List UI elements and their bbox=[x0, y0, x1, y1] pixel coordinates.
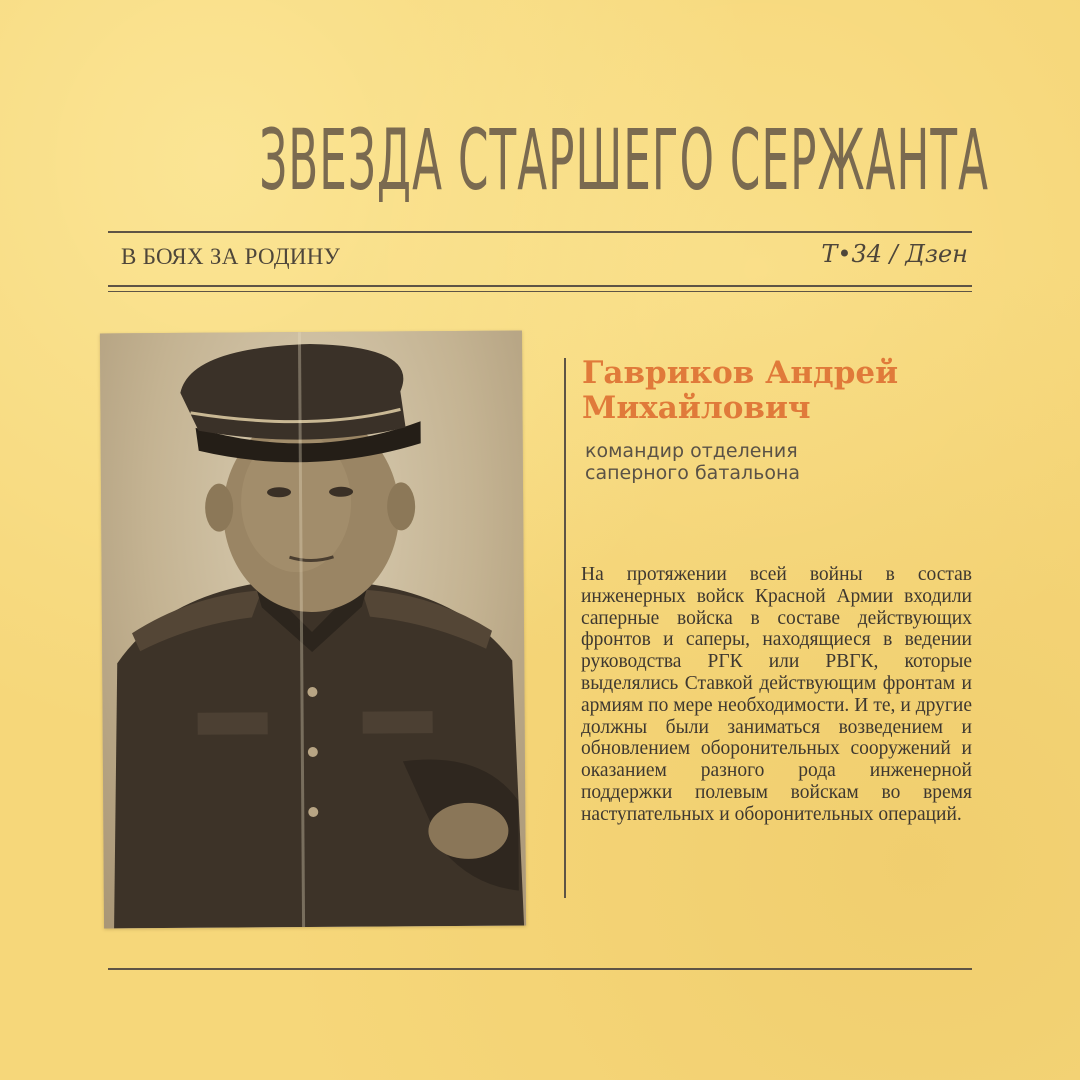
article-text: На протяжении всей войны в состав инженерных войск Красной Армии входили саперные войска в составе действующих фронтов и саперы, находящиеся в ведении руководства РГК или РВГК, которые выделялись Ставкой действующим фронтам и армиям по мере необходимости. И те, и другие должны были заниматься возведением и обновлением оборонительных сооружений и оказанием разного рода инженерной поддержки полевым войскам во время наступательных и оборонительных операций. bbox=[581, 564, 972, 825]
footer-rule bbox=[108, 968, 972, 970]
page-title: ЗВЕЗДА СТАРШЕГО СЕРЖАНТА bbox=[259, 111, 990, 209]
source-signature: Т•34 / Дзен bbox=[821, 240, 968, 268]
person-name-line2: Михайлович bbox=[582, 390, 811, 426]
header-bottom-thin-rule bbox=[108, 291, 972, 292]
person-role-line1: командир отделения bbox=[585, 440, 798, 462]
portrait-photo bbox=[100, 331, 526, 929]
soldier-portrait-icon bbox=[100, 331, 526, 929]
column-divider bbox=[564, 358, 566, 898]
person-name bbox=[582, 356, 962, 426]
header-top-rule bbox=[108, 231, 972, 233]
section-subtitle: В БОЯХ ЗА РОДИНУ bbox=[121, 244, 341, 269]
header-bottom-rule bbox=[108, 285, 972, 287]
person-role bbox=[585, 440, 965, 484]
person-name-line1: Гавриков Андрей bbox=[582, 355, 899, 391]
person-role-line2: саперного батальона bbox=[585, 462, 801, 484]
